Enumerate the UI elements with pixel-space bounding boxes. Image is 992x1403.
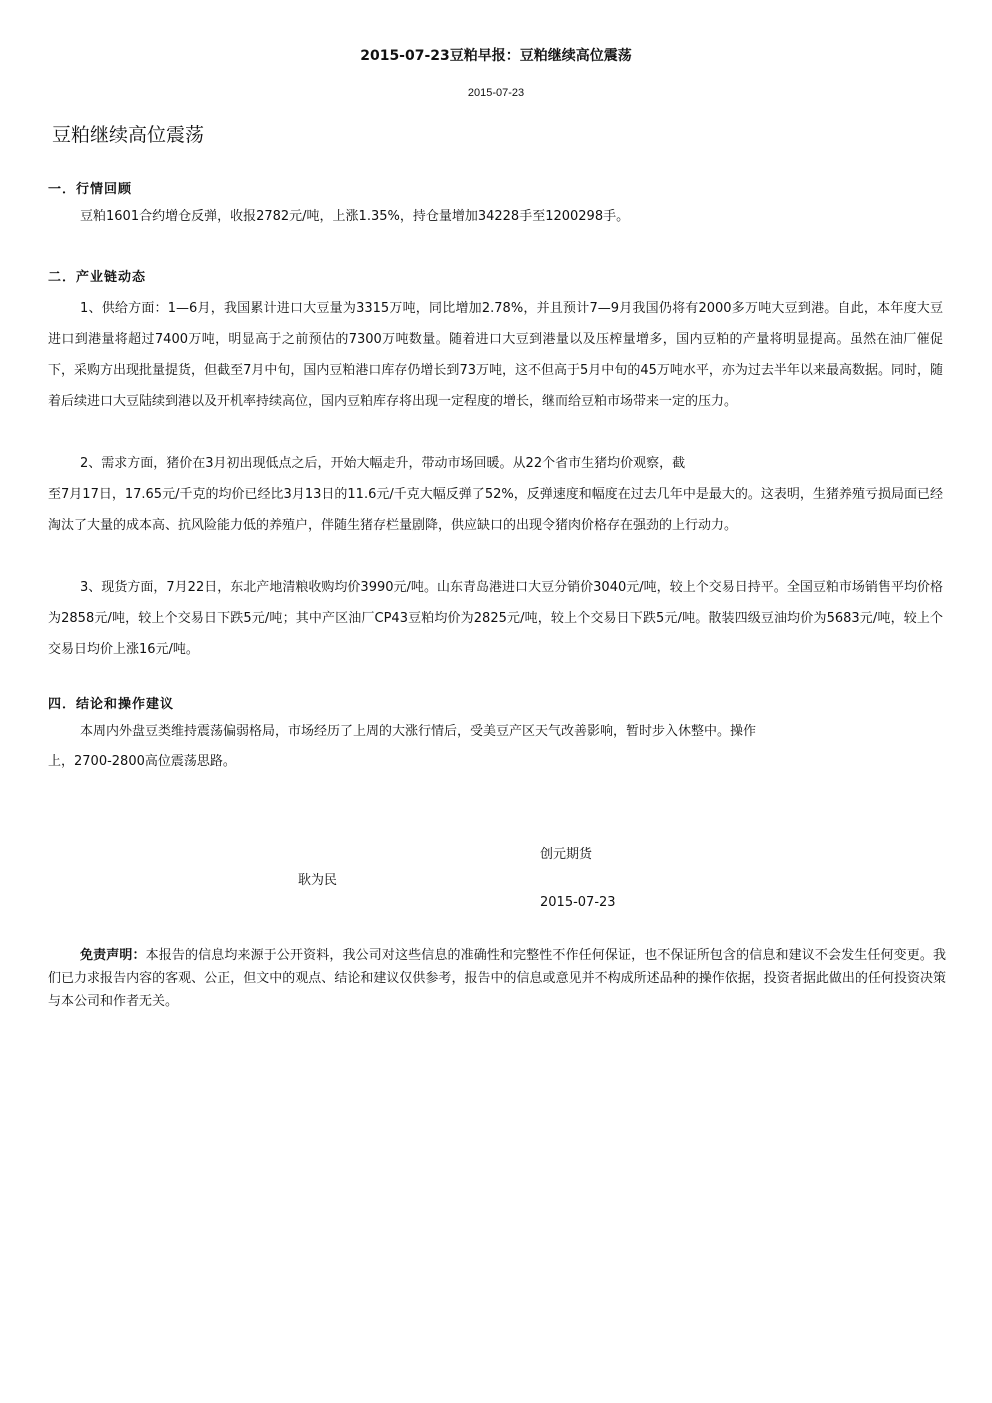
disclaimer-label: 免责声明： xyxy=(80,948,146,963)
signature-company: 创元期货 xyxy=(540,847,593,862)
section-heading-conclusion: 四．结论和操作建议 xyxy=(48,697,175,712)
paragraph-market-review: 豆粕1601合约增仓反弹，收报2782元/吨，上涨1.35%，持仓量增加34228手至1200298手。 xyxy=(80,209,630,224)
section-heading-market-review: 一．行情回顾 xyxy=(48,182,133,197)
article-heading: 豆粕继续高位震荡 xyxy=(52,124,205,146)
disclaimer xyxy=(48,944,946,1013)
paragraph-spot: 3、现货方面，7月22日，东北产地清粮收购均价3990元/吨。山东青岛港进口大豆分销价3040元/吨，较上个交易日持平。全国豆粕市场销售平均价格为2858元/吨，较上个交易日下跌5元/吨；其中产区油厂CP43豆粕均价为2825元/吨，较上个交易日下跌5元/吨。散装四级豆油均价为5683元/吨，较上个交易日均价上涨16元/吨。 xyxy=(48,580,943,657)
signature-author: 耿为民 xyxy=(298,873,338,888)
document-date: 2015-07-23 xyxy=(467,87,525,99)
paragraph-demand-continued: 至7月17日，17.65元/千克的均价已经比3月13日的11.6元/千克大幅反弹了52%，反弹速度和幅度在过去几年中是最大的。这表明，生猪养殖亏损局面已经淘汰了大量的成本高、抗风险能力低的养殖户，伴随生猪存栏量剧降，供应缺口的出现令猪肉价格存在强劲的上行动力。 xyxy=(48,487,943,533)
paragraph-conclusion-line2: 上，2700-2800高位震荡思路。 xyxy=(48,754,236,769)
disclaimer-text: 本报告的信息均来源于公开资料，我公司对这些信息的准确性和完整性不作任何保证，也不保证所包含的信息和建议不会发生任何变更。我们已力求报告内容的客观、公正，但文中的观点、结论和建议仅供参考，报告中的信息或意见并不构成所述品种的操作依据，投资者据此做出的任何投资决策与本公司和作者无关。 xyxy=(48,948,946,1009)
paragraph-demand-line1: 2、需求方面，猪价在3月初出现低点之后，开始大幅走升，带动市场回暖。从22个省市生猪均价观察，截 xyxy=(80,456,686,471)
signature-date: 2015-07-23 xyxy=(540,895,616,910)
paragraph-conclusion-line1: 本周内外盘豆类维持震荡偏弱格局，市场经历了上周的大涨行情后，受美豆产区天气改善影响，暂时步入休整中。操作 xyxy=(80,724,757,739)
document-title: 2015-07-23豆粕早报：豆粕继续高位震荡 xyxy=(360,48,632,64)
section-heading-industry-chain: 二．产业链动态 xyxy=(48,270,147,285)
paragraph-supply: 1、供给方面：1—6月，我国累计进口大豆量为3315万吨，同比增加2.78%，并且预计7—9月我国仍将有2000多万吨大豆到港。自此，本年度大豆进口到港量将超过7400万吨，明显高于之前预估的7300万吨数量。随着进口大豆到港量以及压榨量增多，国内豆粕的产量将明显提高。虽然在油厂催促下，采购方出现批量提货，但截至7月中旬，国内豆粕港口库存仍增长到73万吨，这不但高于5月中旬的45万吨水平，亦为过去半年以来最高数据。同时，随着后续进口大豆陆续到港以及开机率持续高位，国内豆粕库存将出现一定程度的增长，继而给豆粕市场带来一定的压力。 xyxy=(48,301,943,409)
